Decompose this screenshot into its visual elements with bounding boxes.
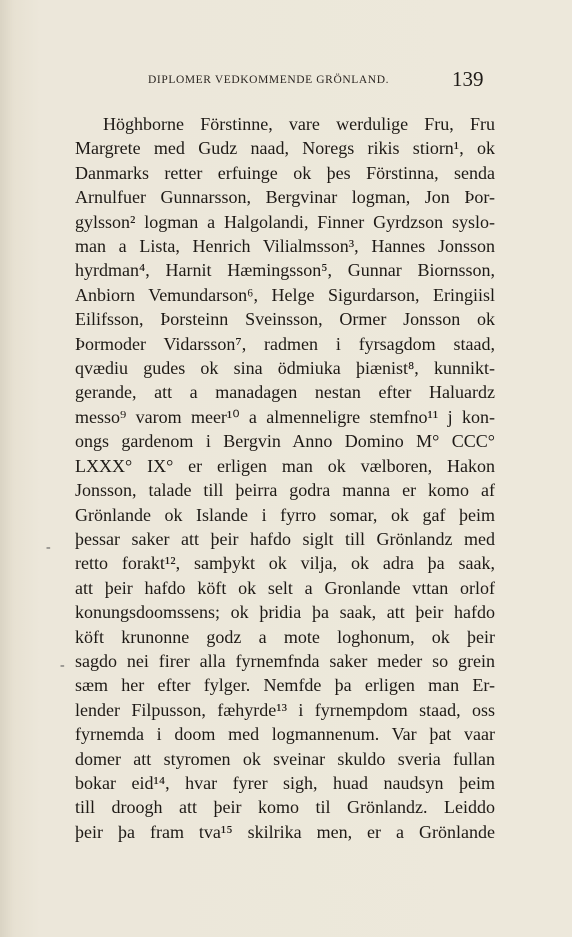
margin-mark: -: [46, 540, 51, 555]
text-line: Anbiorn Vemundarson⁶, Helge Sigurdarson, Eringiisl: [75, 284, 495, 305]
text-line: fyrnemda i doom med logmannenum. Var þat vaar: [75, 724, 495, 745]
page-number: 139: [452, 67, 484, 91]
text-line: retto forakt¹², samþykt ok vilja, ok adra þa saak,: [75, 553, 495, 574]
text-line: sæm her efter fylger. Nemfde þa erligen man Er-: [75, 675, 495, 696]
text-line: man a Lista, Henrich Vilialmsson³, Hannes Jonsson: [75, 236, 495, 257]
text-line: Danmarks retter erfuinge ok þes Förstinna, senda: [75, 162, 495, 183]
text-line: ongs gardenom i Bergvin Anno Domino M° CCC°: [75, 431, 495, 452]
text-line: LXXX° IX° er erligen man ok vælboren, Hakon: [75, 455, 495, 476]
running-title: DIPLOMER VEDKOMMENDE GRÖNLAND.: [148, 74, 390, 86]
text-line: till droogh att þeir komo til Grönlandz. Leiddo: [75, 797, 495, 818]
margin-mark: -: [60, 658, 65, 673]
text-line: bokar eid¹⁴, hvar fyrer sigh, huad naudsyn þeim: [75, 772, 495, 793]
text-line: gerande, att a manadagen nestan efter Haluardz: [75, 382, 495, 403]
text-line: Margrete med Gudz naad, Noregs rikis stiorn¹, ok: [75, 138, 495, 159]
text-line: lender Filpusson, fæhyrde¹³ i fyrnempdom staad, oss: [75, 699, 495, 720]
text-line: Grönlande ok Islande i fyrro somar, ok gaf þeim: [75, 504, 495, 525]
text-line: qvædiu gudes ok sina ödmiuka þiænist⁸, kunnikt-: [75, 358, 495, 379]
text-line: Eilifsson, Þorsteinn Sveinsson, Ormer Jonsson ok: [75, 309, 495, 330]
text-line: þessar saker att þeir hafdo siglt till Grönlandz med: [75, 528, 495, 549]
text-line: konungsdoomssens; ok þridia þa saak, att þeir hafdo: [75, 602, 495, 623]
text-line: messo⁹ varom meer¹⁰ a almenneligre stemfno¹¹ j kon-: [75, 406, 495, 427]
text-line: Höghborne Förstinne, vare werdulige Fru, Fru: [103, 114, 495, 134]
text-line: hyrdman⁴, Harnit Hæmingsson⁵, Gunnar Biornsson,: [75, 260, 495, 281]
text-line: Arnulfuer Gunnarsson, Bergvinar logman, Jon Þor-: [75, 187, 495, 208]
text-line: sagdo nei firer alla fyrnemfnda saker meder so grein: [75, 650, 495, 671]
text-line: Jonsson, talade till þeirra godra manna er komo af: [75, 480, 495, 501]
text-line: gylsson² logman a Halgolandi, Finner Gyrdzson syslo-: [75, 211, 495, 232]
text-line: köft krunonne godz a mote loghonum, ok þeir: [75, 626, 495, 647]
text-line: Þormoder Vidarsson⁷, radmen i fyrsagdom staad,: [75, 333, 495, 354]
text-line: þeir þa fram tva¹⁵ skilrika men, er a Grönlande: [75, 821, 495, 842]
text-line: domer att styromen ok sveinar skuldo sveria fullan: [75, 748, 495, 769]
text-line: att þeir hafdo köft ok selt a Gronlande vttan orlof: [75, 577, 495, 598]
body-text: [75, 112, 495, 844]
